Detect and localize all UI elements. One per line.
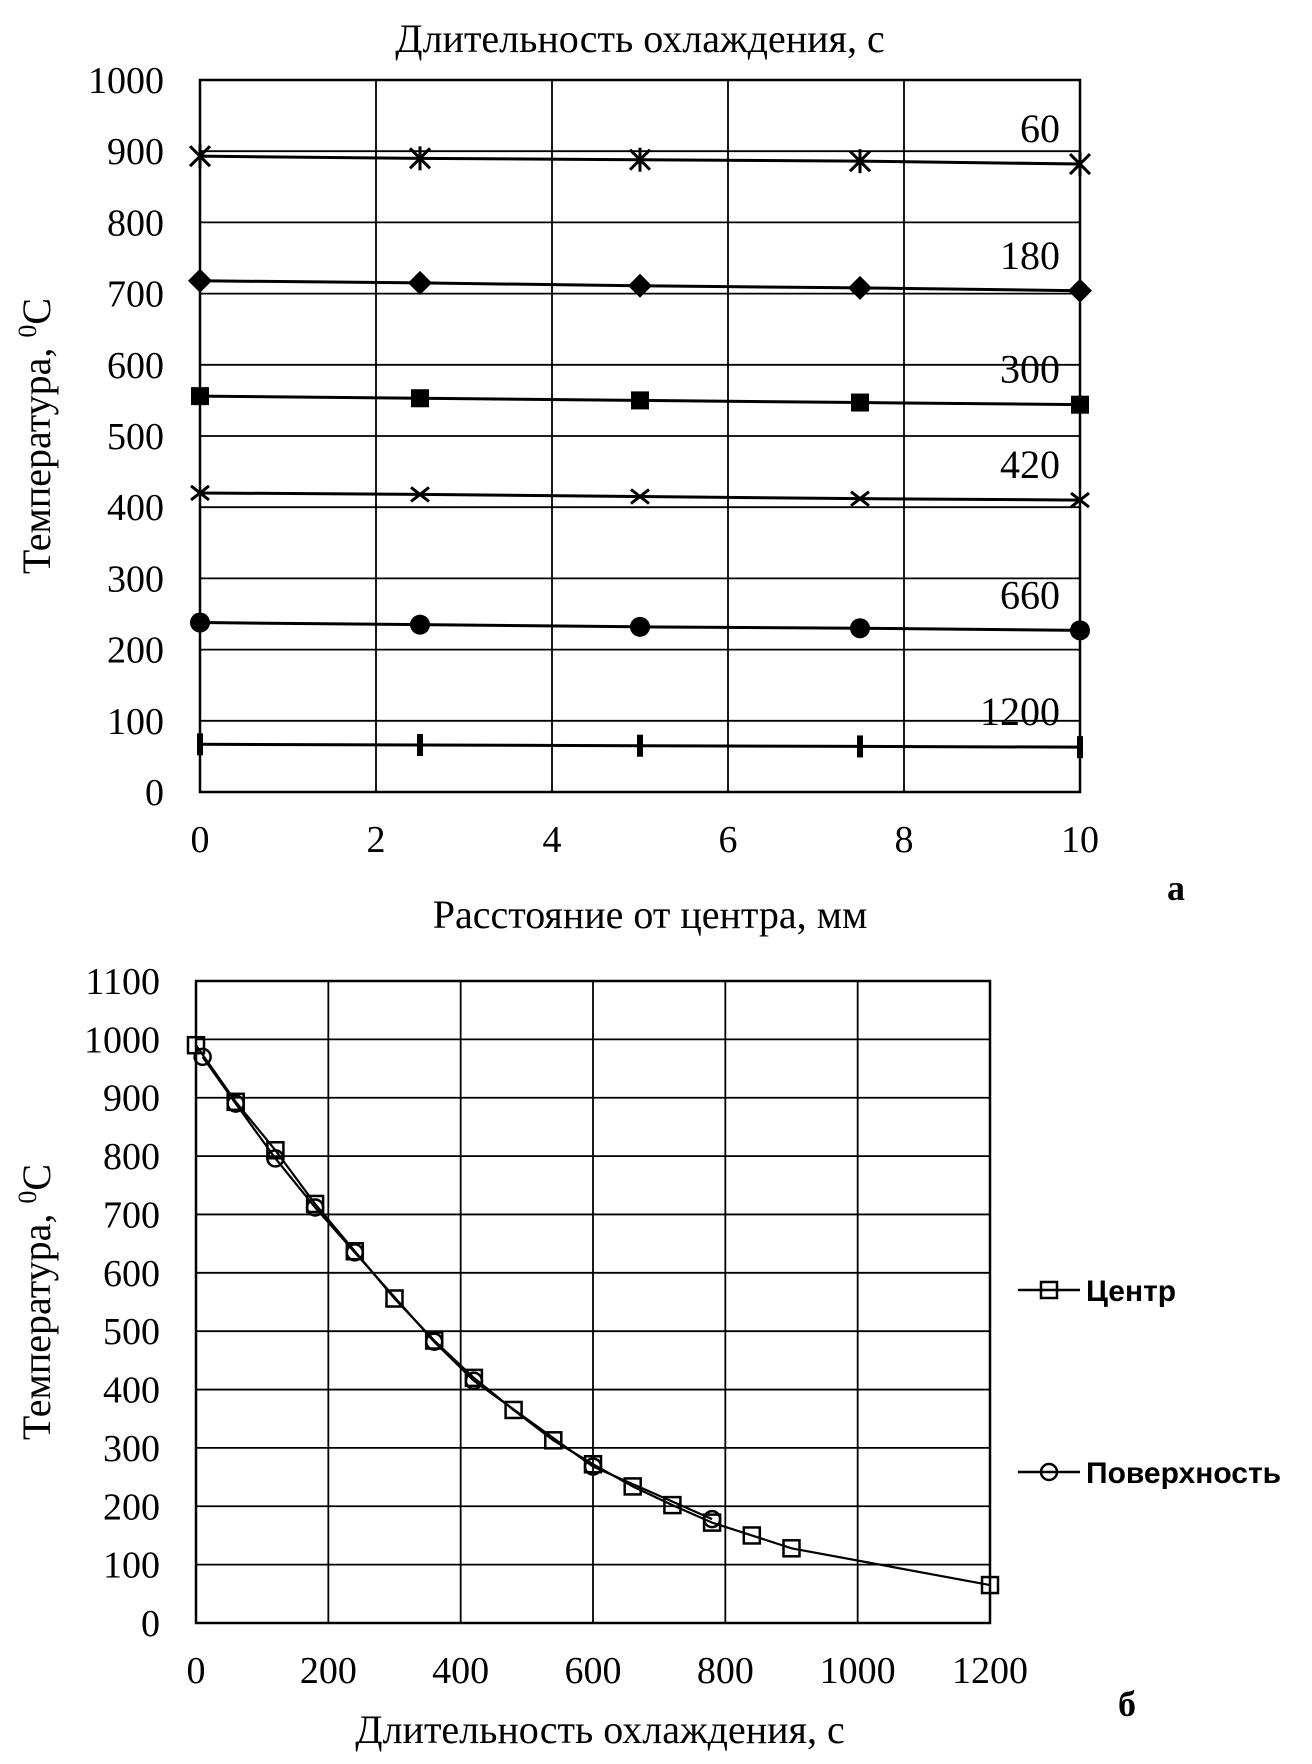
- chart-b-y-axis-title-unit: С: [14, 1163, 59, 1191]
- chart-b-legend-item-surface: [1018, 1457, 1281, 1490]
- chart-b-grid: [196, 981, 990, 1623]
- chart-a-point-180: [188, 269, 212, 293]
- chart-a-point-180: [1068, 279, 1092, 303]
- chart-a-y-axis-title-main: Температура,: [14, 337, 59, 575]
- chart-a-point-300: [1071, 396, 1089, 414]
- chart-a-y-tick-label: 700: [107, 273, 164, 316]
- chart-a-x-axis-title: Расстояние от центра, мм: [432, 892, 868, 937]
- chart-b-legend: [1018, 1275, 1281, 1490]
- chart-a-panel-letter: а: [1167, 868, 1185, 908]
- chart-a-y-tick-label: 500: [107, 416, 164, 458]
- chart-b-x-tick-label: 200: [299, 1650, 357, 1692]
- chart-a-title: Длительность охлаждения, с: [395, 16, 885, 61]
- chart-b-y-axis-title-sup: 0: [13, 1190, 42, 1204]
- chart-a-x-tick-label: 6: [718, 819, 738, 861]
- chart-a-y-tick-label: 1000: [88, 60, 164, 102]
- chart-a-point-660: [850, 618, 870, 638]
- chart-a-series-label-300: 300: [1000, 346, 1060, 392]
- chart-a-series-label-1200: 1200: [980, 689, 1060, 735]
- chart-a-y-tick-label: 600: [107, 344, 164, 387]
- chart-a-series-labels: [980, 106, 1060, 734]
- chart-a-point-300: [631, 391, 649, 409]
- chart-b-y-tick-label: 700: [103, 1194, 160, 1237]
- chart-a-series-label-660: 660: [1000, 572, 1060, 618]
- chart-b-y-tick-label: 300: [103, 1427, 160, 1470]
- chart-a-point-180: [848, 276, 872, 300]
- chart-b-y-tick-label: 0: [141, 1603, 160, 1645]
- chart-a-x-tick-label: 8: [894, 819, 914, 861]
- chart-a-x-tick-label: 0: [190, 819, 210, 861]
- chart-b-legend-item-center: [1018, 1275, 1176, 1308]
- chart-b-y-axis-title-main: Температура,: [14, 1203, 59, 1441]
- chart-b-y-tick-label: 100: [103, 1544, 160, 1587]
- chart-b-y-tick-label: 1100: [85, 961, 160, 1003]
- chart-b-y-tick-label: 200: [103, 1486, 160, 1529]
- chart-a-y-tick-label: 400: [107, 487, 164, 530]
- chart-a-grid: [200, 80, 1080, 792]
- chart-b-x-axis-title: Длительность охлаждения, с: [355, 1707, 845, 1752]
- chart-b-x-tick-label: 400: [432, 1650, 490, 1692]
- chart-b-x-tick-label: 0: [186, 1650, 206, 1692]
- chart-a-y-tick-label: 300: [107, 558, 164, 601]
- chart-a-series-label-180: 180: [1000, 232, 1060, 278]
- chart-a-y-tick-labels: [88, 60, 164, 814]
- chart-a-point-180: [408, 271, 432, 295]
- chart-a-x-tick-label: 4: [542, 819, 562, 861]
- chart-a-point-660: [410, 615, 430, 635]
- chart-b-legend-label: Центр: [1086, 1275, 1177, 1308]
- chart-b-x-tick-label: 1200: [952, 1650, 1028, 1692]
- chart-a-point-300: [191, 387, 209, 405]
- chart-a-point-300: [851, 394, 869, 412]
- chart-a-point-660: [190, 613, 210, 633]
- chart-a-point-300: [411, 389, 429, 407]
- chart-b-x-tick-label: 1000: [819, 1650, 896, 1692]
- chart-b-y-tick-label: 800: [103, 1136, 160, 1179]
- chart-b-y-tick-label: 1000: [84, 1019, 160, 1062]
- chart-b-panel-letter: б: [1118, 1684, 1136, 1724]
- chart-a-y-tick-label: 800: [107, 202, 164, 245]
- chart-a: [13, 16, 1185, 937]
- chart-a-y-axis-title: [13, 298, 59, 574]
- chart-b-x-tick-label: 600: [564, 1650, 622, 1692]
- chart-a-x-tick-label: 10: [1061, 819, 1099, 861]
- chart-a-y-axis-title-sup: 0: [13, 324, 42, 338]
- chart-b-legend-label: Поверхность: [1086, 1457, 1282, 1490]
- chart-b-x-tick-label: 800: [696, 1650, 754, 1692]
- chart-b-y-tick-label: 900: [103, 1077, 160, 1120]
- chart-a-x-tick-label: 2: [366, 819, 386, 861]
- chart-a-series-label-60: 60: [1020, 106, 1060, 152]
- chart-a-y-tick-label: 0: [145, 772, 164, 814]
- chart-a-series: [188, 144, 1092, 758]
- chart-a-y-tick-label: 900: [107, 131, 164, 174]
- chart-a-point-660: [1070, 620, 1090, 640]
- chart-a-y-tick-label: 100: [107, 700, 164, 743]
- chart-a-x-tick-labels: [191, 819, 1100, 861]
- chart-b: [13, 961, 1281, 1752]
- chart-b-y-tick-label: 500: [103, 1311, 160, 1354]
- chart-a-series-label-420: 420: [1000, 442, 1060, 488]
- chart-b-y-axis-title: [13, 1164, 59, 1440]
- chart-a-point-660: [630, 617, 650, 637]
- chart-b-series-line-surface: [203, 1057, 712, 1519]
- chart-b-y-tick-labels: [84, 961, 160, 1645]
- chart-b-y-tick-label: 400: [103, 1369, 160, 1412]
- chart-b-y-tick-label: 600: [103, 1252, 160, 1295]
- chart-a-y-axis-title-unit: С: [14, 297, 59, 325]
- chart-a-y-tick-label: 200: [107, 629, 164, 672]
- chart-b-x-tick-labels: [187, 1650, 1029, 1692]
